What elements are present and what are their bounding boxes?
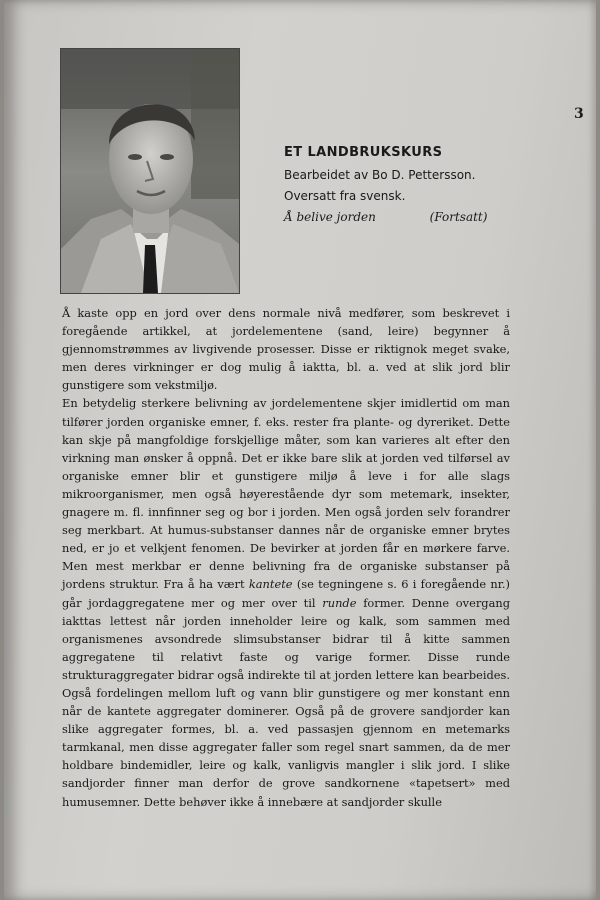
article-title: ET LANDBRUKSKURS [284,145,443,160]
article-header [284,145,487,224]
article-subtitle: Å belive jorden [284,210,376,224]
paragraph-2 [62,394,510,810]
portrait-photo [60,48,240,294]
document-page [4,0,596,900]
article-body [62,304,510,811]
subtitle-row [284,210,487,224]
portrait-photo-icon [61,49,239,293]
paragraph-2-text-a: En betydelig sterkere belivning av jordelementene skjer imidlertid om man tilfører jorden organiske emner, f. eks. rester fra plante- og dyreriket. Dette kan skje på mangfoldige forskjellige måter, som kan varieres alt efter den virkning man ønsker å oppnå. Det er ikke bare slik at jorden ved tilførsel av organiske emner blir et gunstigere miljø å leve i for alle slags mikroorganismer, men også høyerestående dyr som metemark, insekter, gnagere m. fl. innfinner seg og bor i jorden. Men også jorden selv forandrer seg merkbart. At humus-substanser dannes når de organiske emner brytes ned, er jo et velkjent fenomen. De bevirker at jorden får en mørkere farve. Men mest merkbar er denne belivning fra de organiske substanser på jordens struktur. Fra å ha vært [62,396,510,592]
page-number: 3 [574,106,584,122]
italic-word-runde: runde [322,595,357,610]
paragraph-2-text-b: (se tegningene s. 6 i foregående nr.) går jordaggregatene mer og mer over til [62,577,510,610]
italic-word-kantete: kantete [248,577,293,592]
author-line: Bearbeidet av Bo D. Pettersson. [284,168,476,182]
paragraph-1: Å kaste opp en jord over dens normale nivå medfører, som beskrevet i foregående artikkel, at jordelementene (sand, leire) begynner å gjennomstrømmes av livgivende prosesser. Disse er riktignok meget svake, men deres virkninger er dog mulig å iaktta, bl. a. ved at slik jord blir gunstigere som vekstmiljø. [62,306,510,393]
paragraph-2-text-c: former. Denne overgang iakttas lettest når jorden inneholder leire og kalk, som sammen med organismenes avsondrede slimsubstanser bidrar til å kitte sammen aggregatene til relativt faste og varige former. Disse runde strukturaggregater bidrar også indirekte til at jorden lettere kan bearbeides. Også fordelingen mellom luft og vann blir gunstigere og mer konstant enn når de kantete aggregater dominerer. Også på de grovere sandjorder kan slike aggregater formes, bl. a. ved passasjen gjennom en metemarks tarmkanal, men disse aggregater faller som regel snart sammen, da de mer holdbare bindemidler, leire og kalk, vanligvis mangler i slik jord. I slike sandjorder finner man derfor de grove sandkornene «tapetsert» med humusemner. Dette behøver ikke å innebære at sandjorder skulle [62,595,511,809]
translation-line: Oversatt fra svensk. [284,189,406,203]
continued-label: (Fortsatt) [429,210,488,224]
